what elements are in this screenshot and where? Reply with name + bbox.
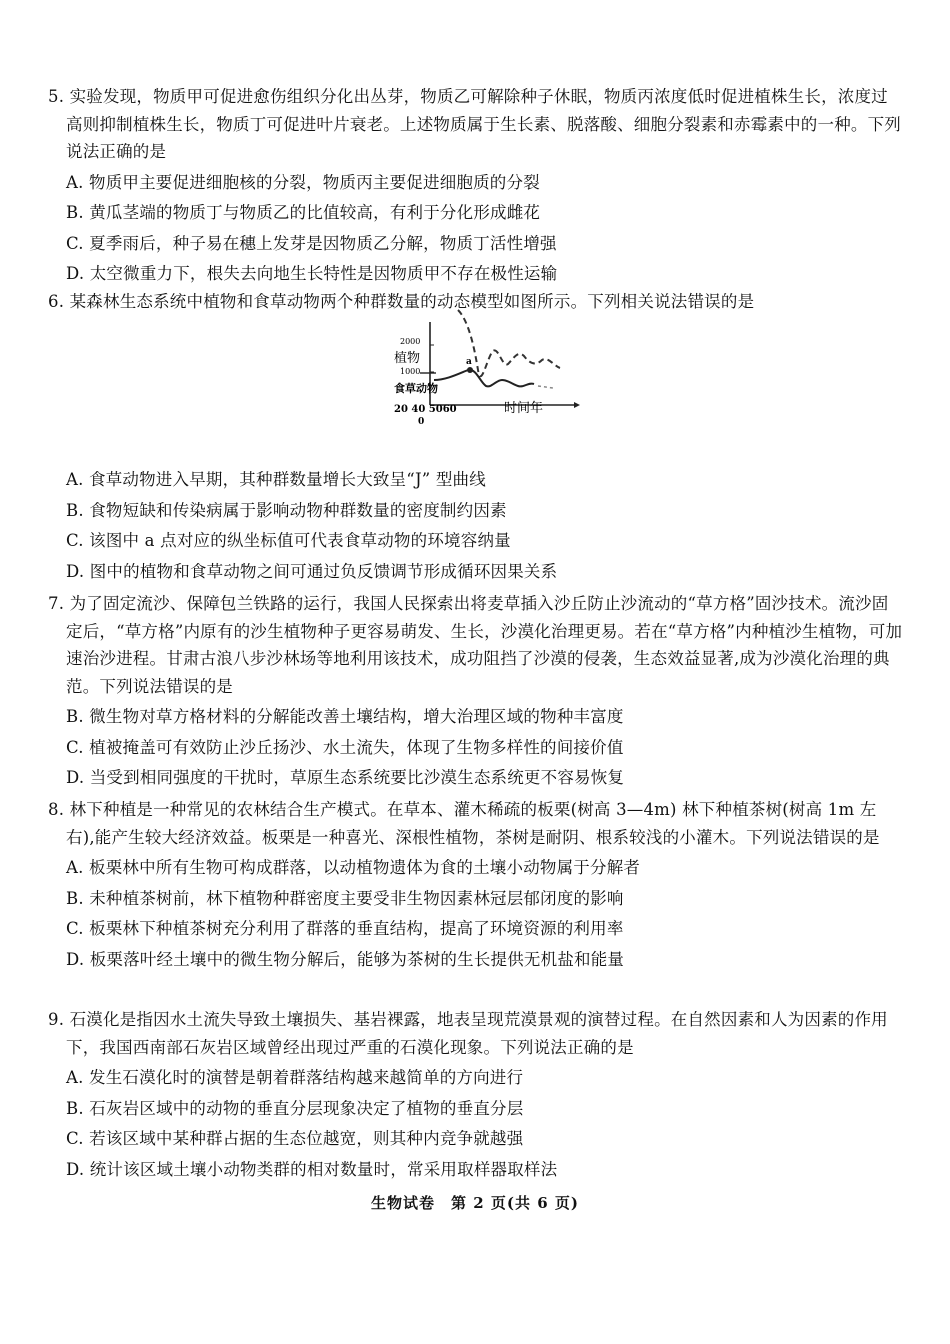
plant-label: 植物 <box>394 351 421 366</box>
question-8-option-c: C. 板栗林下种植茶树充分利用了群落的垂直结构，提高了环境资源的利用率 <box>66 919 624 938</box>
question-8-option-a: A. 板栗林中所有生物可构成群落，以动植物遗体为食的土壤小动物属于分解者 <box>66 858 641 877</box>
question-8-option-d: D. 板栗落叶经土壤中的微生物分解后，能够为茶树的生长提供无机盐和能量 <box>66 949 625 969</box>
tick-1000-label: 1000 <box>400 367 421 376</box>
question-8-stem: 8. 林下种植是一种常见的农林结合生产模式。在草本、灌木稀疏的板栗(树高 3—4m) 林下种植茶树(树高 1m 左右),能产生较大经济效益。板栗是一种喜光、深根性植物，茶树是耐阴、根系较浅的小灌木。下列说法错误的是 <box>48 800 880 847</box>
question-7-stem: 7. 为了固定流沙、保障包兰铁路的运行，我国人民探索出将麦草插入沙丘防止沙流动的“草方格”固沙技术。流沙固定后，“草方格”内原有的沙生植物种子更容易萌发、生长，沙漠化治理更易。若在“草方格”内种植沙生植物，可加速治沙进程。甘肃古浪八步沙林场等地利用该技术，成功阻挡了沙漠的侵袭，生态效益显著,成为沙漠化治理的典范。下列说法错误的是 <box>48 594 903 696</box>
question-9-option-d: D. 统计该区域土壤小动物类群的相对数量时，常采用取样器取样法 <box>66 1159 558 1179</box>
question-6-option-a: A. 食草动物进入早期，其种群数量增长大致呈“J” 型曲线 <box>66 470 486 489</box>
question-8 <box>48 796 903 973</box>
question-5-option-b: B. 黄瓜茎端的物质丁与物质乙的比值较高，有利于分化形成雌花 <box>66 203 541 222</box>
plant-curve <box>458 310 560 376</box>
herbivore-label: 食草动物 <box>394 382 438 395</box>
question-7-option-d: D. 当受到相同强度的干扰时，草原生态系统要比沙漠生态系统更不容易恢复 <box>66 768 625 787</box>
question-5-option-c: C. 夏季雨后，种子易在穗上发芽是因物质乙分解，物质丁活性增强 <box>66 233 557 253</box>
point-a-marker <box>467 367 473 373</box>
x-tick-labels: 20 40 5060 <box>394 404 457 415</box>
origin-label: 0 <box>418 417 425 427</box>
page-footer: 生物试卷 第 2 页(共 6 页) <box>371 1194 579 1212</box>
question-9-option-a: A. 发生石漠化时的演替是朝着群落结构越来越简单的方向进行 <box>66 1068 524 1087</box>
question-8-option-b: B. 未种植茶树前，林下植物种群密度主要受非生物因素林冠层郁闭度的影响 <box>66 888 624 908</box>
question-6-stem: 6. 某森林生态系统中植物和食草动物两个种群数量的动态模型如图所示。下列相关说法错误的是 <box>48 292 755 311</box>
question-9 <box>48 1006 903 1183</box>
point-a-label: a <box>466 357 472 367</box>
x-axis-arrow <box>574 402 580 408</box>
question-7 <box>48 590 903 792</box>
question-5 <box>48 83 903 288</box>
herbivore-curve <box>434 370 534 387</box>
question-9-option-c: C. 若该区域中某种群占据的生态位越宽，则其种内竞争就越强 <box>66 1129 524 1148</box>
tick-2000-label: 2000 <box>400 337 421 346</box>
question-6-option-d: D. 图中的植物和食草动物之间可通过负反馈调节形成循环因果关系 <box>66 561 558 581</box>
population-chart <box>388 300 588 435</box>
question-5-option-a: A. 物质甲主要促进细胞核的分裂，物质丙主要促进细胞质的分裂 <box>66 172 540 192</box>
question-6-option-c: C. 该图中 a 点对应的纵坐标值可代表食草动物的环境容纳量 <box>66 531 511 550</box>
question-6-option-b: B. 食物短缺和传染病属于影响动物种群数量的密度制约因素 <box>66 500 507 520</box>
herbivore-curve-tail <box>538 386 553 388</box>
question-5-stem: 5. 实验发现，物质甲可促进愈伤组织分化出丛芽，物质乙可解除种子休眠，物质丙浓度低时促进植株生长，浓度过高则抑制植株生长，物质丁可促进叶片衰老。上述物质属于生长素、脱落酸、细胞分裂素和赤霉素中的一种。下列说法正确的是 <box>48 87 901 161</box>
x-axis-label: 时间年 <box>504 401 544 416</box>
question-9-option-b: B. 石灰岩区域中的动物的垂直分层现象决定了植物的垂直分层 <box>66 1098 524 1118</box>
question-7-option-c: C. 植被掩盖可有效防止沙丘扬沙、水土流失，体现了生物多样性的间接价值 <box>66 737 624 757</box>
question-7-option-b: B. 微生物对草方格材料的分解能改善土壤结构，增大治理区域的物种丰富度 <box>66 707 624 726</box>
question-9-stem: 9. 石漠化是指因水土流失导致土壤损失、基岩裸露，地表呈现荒漠景观的演替过程。在自然因素和人为因素的作用下，我国西南部石灰岩区域曾经出现过严重的石漠化现象。下列说法正确的是 <box>48 1010 888 1057</box>
question-6-options <box>48 466 903 585</box>
population-dynamics-figure <box>388 300 588 435</box>
question-5-option-d: D. 太空微重力下，根失去向地生长特性是因物质甲不存在极性运输 <box>66 264 558 283</box>
